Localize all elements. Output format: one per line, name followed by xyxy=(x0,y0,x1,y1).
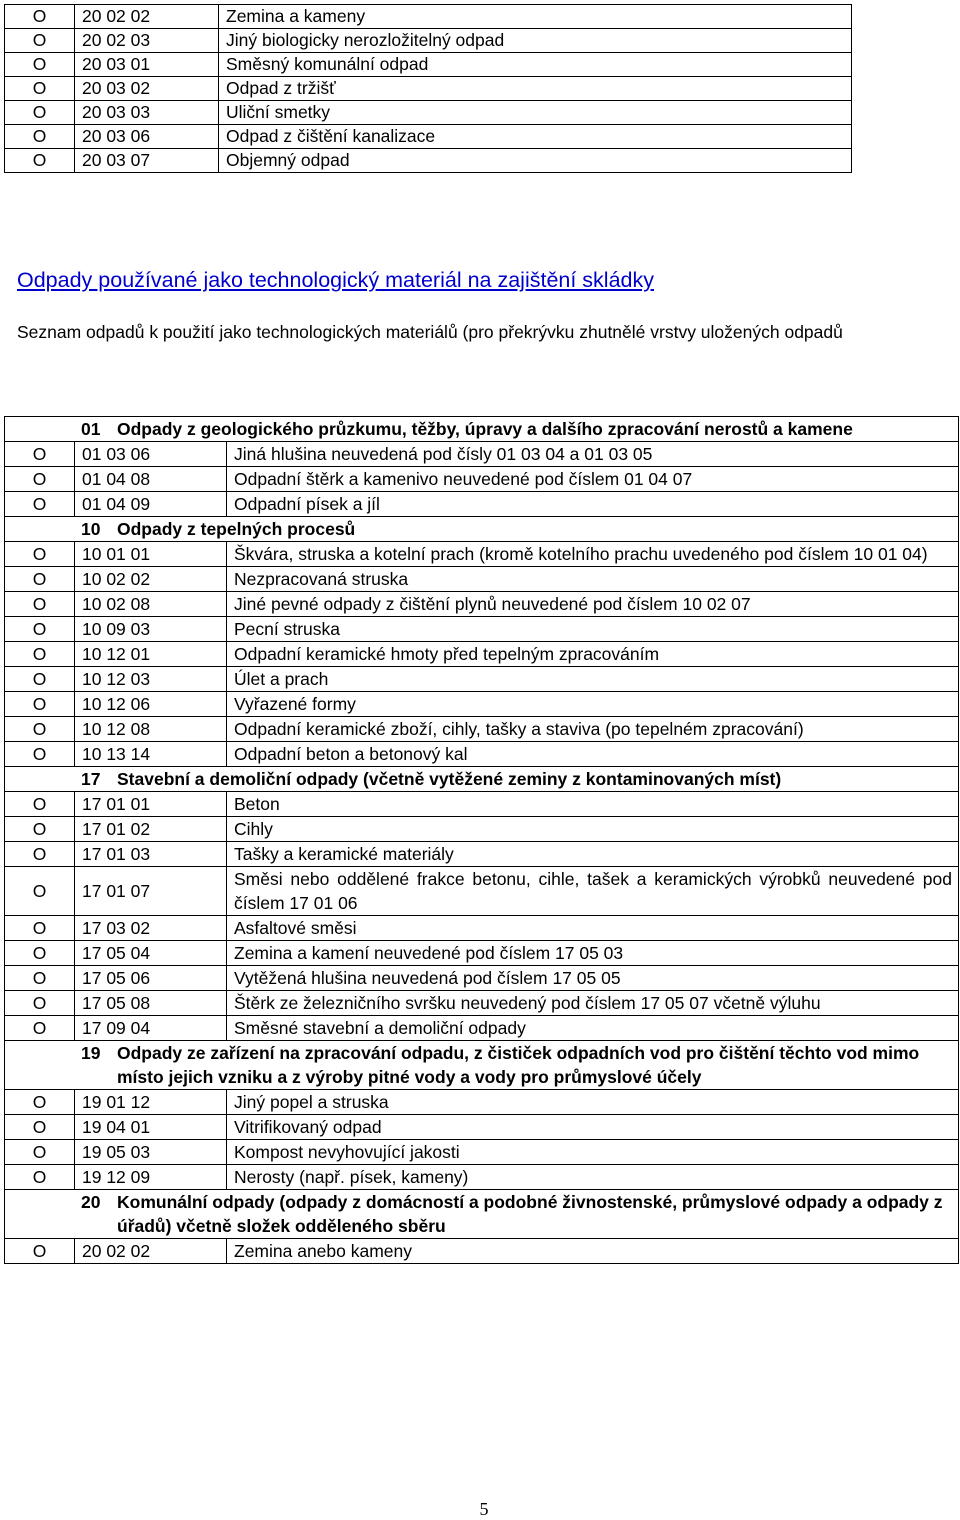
group-code: 01 xyxy=(81,419,101,439)
row-marker: O xyxy=(5,1090,75,1115)
waste-code: 17 03 02 xyxy=(75,916,227,941)
row-marker: O xyxy=(5,667,75,692)
page-number: 5 xyxy=(479,1499,489,1519)
row-marker: O xyxy=(5,53,75,77)
waste-name: Směsi nebo oddělené frakce betonu, cihle, tašek a keramických výrobků neuvedené pod číslem 17 01 06 xyxy=(227,867,959,916)
table-row xyxy=(5,149,852,173)
waste-name: Vytěžená hlušina neuvedená pod číslem 17 05 05 xyxy=(227,966,959,991)
group-code: 17 xyxy=(81,769,101,789)
waste-code: 20 02 02 xyxy=(75,1239,227,1264)
table-row xyxy=(5,1165,959,1190)
row-marker: O xyxy=(5,742,75,767)
waste-name: Jiný biologicky nerozložitelný odpad xyxy=(219,29,852,53)
waste-code: 17 05 08 xyxy=(75,991,227,1016)
row-marker: O xyxy=(5,991,75,1016)
waste-name: Jiný popel a struska xyxy=(227,1090,959,1115)
waste-name: Nerosty (např. písek, kameny) xyxy=(227,1165,959,1190)
waste-name: Pecní struska xyxy=(227,617,959,642)
row-marker: O xyxy=(5,5,75,29)
waste-code: 17 01 02 xyxy=(75,817,227,842)
waste-name: Škvára, struska a kotelní prach (kromě kotelního prachu uvedeného pod číslem 10 01 04) xyxy=(227,542,959,567)
waste-name: Odpadní keramické zboží, cihly, tašky a staviva (po tepelném zpracování) xyxy=(227,717,959,742)
row-marker: O xyxy=(5,467,75,492)
table-row xyxy=(5,1140,959,1165)
table-row xyxy=(5,742,959,767)
waste-code: 20 03 03 xyxy=(75,101,219,125)
waste-code: 01 04 09 xyxy=(75,492,227,517)
waste-code: 19 12 09 xyxy=(75,1165,227,1190)
row-marker: O xyxy=(5,542,75,567)
row-marker: O xyxy=(5,149,75,173)
group-title: Komunální odpady (odpady z domácností a podobné živnostenské, průmyslové odpady a odpady z úřadů) včetně složek odděleného sběru xyxy=(117,1192,943,1236)
table-row xyxy=(5,5,852,29)
waste-name: Zemina anebo kameny xyxy=(227,1239,959,1264)
table-row xyxy=(5,53,852,77)
waste-code: 17 01 01 xyxy=(75,792,227,817)
group-header xyxy=(5,417,959,442)
waste-code: 10 12 08 xyxy=(75,717,227,742)
waste-name: Štěrk ze železničního svršku neuvedený pod číslem 17 05 07 včetně výluhu xyxy=(227,991,959,1016)
waste-name: Úlet a prach xyxy=(227,667,959,692)
group-title: Odpady z geologického průzkumu, těžby, úpravy a dalšího zpracování nerostů a kamene xyxy=(117,419,853,439)
waste-code: 20 03 06 xyxy=(75,125,219,149)
waste-name: Směsný komunální odpad xyxy=(219,53,852,77)
row-marker: O xyxy=(5,1239,75,1264)
row-marker: O xyxy=(5,966,75,991)
waste-code: 19 05 03 xyxy=(75,1140,227,1165)
table-row xyxy=(5,492,959,517)
row-marker: O xyxy=(5,792,75,817)
waste-name: Vitrifikovaný odpad xyxy=(227,1115,959,1140)
waste-name: Tašky a keramické materiály xyxy=(227,842,959,867)
table-row xyxy=(5,467,959,492)
group-header-row xyxy=(5,767,959,792)
waste-code: 20 02 02 xyxy=(75,5,219,29)
waste-code: 10 12 01 xyxy=(75,642,227,667)
row-marker: O xyxy=(5,101,75,125)
table-row xyxy=(5,941,959,966)
waste-name: Zemina a kameny xyxy=(219,5,852,29)
row-marker: O xyxy=(5,592,75,617)
waste-code: 17 01 07 xyxy=(75,867,227,916)
group-header-row xyxy=(5,1190,959,1239)
waste-name: Asfaltové směsi xyxy=(227,916,959,941)
row-marker: O xyxy=(5,1115,75,1140)
top-waste-table xyxy=(4,4,852,173)
section-heading: Odpady používané jako technologický materiál na zajištění skládky xyxy=(17,268,654,292)
waste-name: Kompost nevyhovující jakosti xyxy=(227,1140,959,1165)
row-marker: O xyxy=(5,941,75,966)
waste-code: 10 13 14 xyxy=(75,742,227,767)
group-header xyxy=(5,1190,959,1239)
table-row xyxy=(5,916,959,941)
row-marker: O xyxy=(5,617,75,642)
waste-name: Jiná hlušina neuvedená pod čísly 01 03 04 a 01 03 05 xyxy=(227,442,959,467)
intro-paragraph: Seznam odpadů k použití jako technologických materiálů (pro překrývku zhutnělé vrstvy uložených odpadů xyxy=(17,322,843,342)
table-row xyxy=(5,717,959,742)
technological-waste-table xyxy=(4,416,959,1264)
table-row xyxy=(5,692,959,717)
row-marker: O xyxy=(5,567,75,592)
table-row xyxy=(5,792,959,817)
waste-code: 17 09 04 xyxy=(75,1016,227,1041)
row-marker: O xyxy=(5,867,75,916)
row-marker: O xyxy=(5,125,75,149)
row-marker: O xyxy=(5,842,75,867)
row-marker: O xyxy=(5,916,75,941)
waste-name: Objemný odpad xyxy=(219,149,852,173)
waste-name: Cihly xyxy=(227,817,959,842)
waste-name: Zemina a kamení neuvedené pod číslem 17 05 03 xyxy=(227,941,959,966)
row-marker: O xyxy=(5,642,75,667)
row-marker: O xyxy=(5,492,75,517)
waste-code: 17 01 03 xyxy=(75,842,227,867)
waste-name: Odpadní štěrk a kamenivo neuvedené pod číslem 01 04 07 xyxy=(227,467,959,492)
waste-code: 20 03 02 xyxy=(75,77,219,101)
group-header xyxy=(5,1041,959,1090)
table-row xyxy=(5,101,852,125)
waste-code: 10 02 08 xyxy=(75,592,227,617)
waste-code: 10 12 03 xyxy=(75,667,227,692)
group-title: Odpady z tepelných procesů xyxy=(117,519,356,539)
table-row xyxy=(5,867,959,916)
waste-name: Beton xyxy=(227,792,959,817)
table-row xyxy=(5,1090,959,1115)
table-row xyxy=(5,1239,959,1264)
row-marker: O xyxy=(5,692,75,717)
table-row xyxy=(5,77,852,101)
group-header-row xyxy=(5,417,959,442)
table-row xyxy=(5,567,959,592)
waste-code: 10 12 06 xyxy=(75,692,227,717)
table-row xyxy=(5,991,959,1016)
table-row xyxy=(5,542,959,567)
table-row xyxy=(5,617,959,642)
waste-name: Vyřazené formy xyxy=(227,692,959,717)
table-row xyxy=(5,966,959,991)
waste-name: Odpadní keramické hmoty před tepelným zpracováním xyxy=(227,642,959,667)
table-row xyxy=(5,667,959,692)
waste-code: 19 04 01 xyxy=(75,1115,227,1140)
waste-code: 20 02 03 xyxy=(75,29,219,53)
table-row xyxy=(5,642,959,667)
table-row xyxy=(5,29,852,53)
waste-name: Odpadní beton a betonový kal xyxy=(227,742,959,767)
waste-name: Odpadní písek a jíl xyxy=(227,492,959,517)
waste-code: 01 04 08 xyxy=(75,467,227,492)
row-marker: O xyxy=(5,77,75,101)
row-marker: O xyxy=(5,1140,75,1165)
waste-code: 20 03 01 xyxy=(75,53,219,77)
waste-name: Odpad z tržišť xyxy=(219,77,852,101)
waste-name: Jiné pevné odpady z čištění plynů neuvedené pod číslem 10 02 07 xyxy=(227,592,959,617)
group-header-row xyxy=(5,517,959,542)
waste-code: 19 01 12 xyxy=(75,1090,227,1115)
waste-name: Odpad z čištění kanalizace xyxy=(219,125,852,149)
row-marker: O xyxy=(5,442,75,467)
group-title: Odpady ze zařízení na zpracování odpadu, z čističek odpadních vod pro čištění těchto vod mimo místo jejich vzniku a z výroby pitné vody a vody pro průmyslové účely xyxy=(117,1043,920,1087)
group-header xyxy=(5,517,959,542)
row-marker: O xyxy=(5,717,75,742)
row-marker: O xyxy=(5,817,75,842)
row-marker: O xyxy=(5,29,75,53)
waste-code: 01 03 06 xyxy=(75,442,227,467)
row-marker: O xyxy=(5,1016,75,1041)
waste-code: 10 01 01 xyxy=(75,542,227,567)
waste-code: 10 09 03 xyxy=(75,617,227,642)
waste-name: Směsné stavební a demoliční odpady xyxy=(227,1016,959,1041)
table-row xyxy=(5,842,959,867)
waste-code: 17 05 04 xyxy=(75,941,227,966)
group-title: Stavební a demoliční odpady (včetně vytěžené zeminy z kontaminovaných míst) xyxy=(117,769,782,789)
waste-name: Uliční smetky xyxy=(219,101,852,125)
table-row xyxy=(5,592,959,617)
waste-code: 20 03 07 xyxy=(75,149,219,173)
waste-code: 17 05 06 xyxy=(75,966,227,991)
table-row xyxy=(5,125,852,149)
group-code: 10 xyxy=(81,519,101,539)
waste-code: 10 02 02 xyxy=(75,567,227,592)
table-row xyxy=(5,442,959,467)
table-row xyxy=(5,817,959,842)
row-marker: O xyxy=(5,1165,75,1190)
table-row xyxy=(5,1016,959,1041)
group-header xyxy=(5,767,959,792)
table-row xyxy=(5,1115,959,1140)
group-header-row xyxy=(5,1041,959,1090)
group-code: 19 xyxy=(81,1043,101,1063)
group-code: 20 xyxy=(81,1192,101,1212)
waste-name: Nezpracovaná struska xyxy=(227,567,959,592)
